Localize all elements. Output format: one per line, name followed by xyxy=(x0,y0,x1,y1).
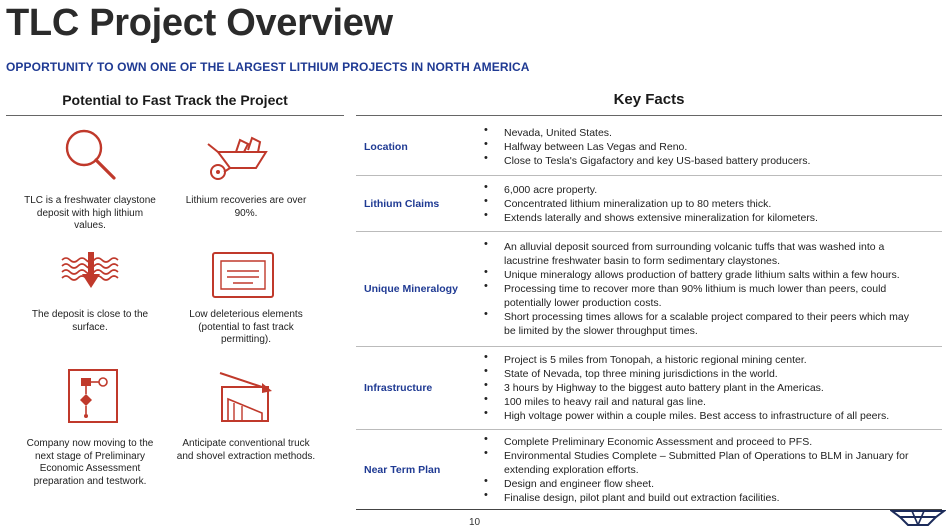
fact-item: • Extends laterally and shows extensive mineralization for kilometers. xyxy=(478,211,942,225)
fact-label: Unique Mineralogy xyxy=(364,283,458,295)
wheelbarrow-icon xyxy=(204,130,274,182)
fact-item: • 3 hours by Highway to the biggest auto battery plant in the Americas. xyxy=(478,381,942,395)
feature-text-recoveries: Lithium recoveries are over 90%. xyxy=(185,195,307,219)
page-subtitle: OPPORTUNITY TO OWN ONE OF THE LARGEST LITHIUM PROJECTS IN NORTH AMERICA xyxy=(6,60,530,74)
fact-item: • State of Nevada, top three mining jurisdictions in the world. xyxy=(478,367,942,381)
left-panel-title: Potential to Fast Track the Project xyxy=(6,90,344,116)
fact-label: Near Term Plan xyxy=(364,463,441,476)
company-logo-icon xyxy=(890,505,946,527)
fact-item: • Short processing times allows for a scalable project compared to their peers which may be limited by the slower throughput times. xyxy=(478,310,942,338)
key-facts-title: Key Facts xyxy=(356,90,942,116)
conveyor-icon xyxy=(218,369,274,423)
fact-item: • Halfway between Las Vegas and Reno. xyxy=(478,140,942,154)
feature-text-deleterious: Low deleterious elements (potential to fast track permitting). xyxy=(189,309,303,345)
fact-item: • Finalise design, pilot plant and build out extraction facilities. xyxy=(478,491,942,505)
fact-row-infrastructure xyxy=(356,347,942,430)
fact-row-near-term-plan xyxy=(356,430,942,510)
page-number: 10 xyxy=(469,517,481,528)
fact-list xyxy=(478,183,942,225)
fact-list xyxy=(478,126,942,168)
fact-item: • Complete Preliminary Economic Assessment and proceed to PFS. xyxy=(478,435,942,449)
fact-item: • 6,000 acre property. xyxy=(478,183,942,197)
fact-list xyxy=(478,240,942,338)
feature-text-surface: The deposit is close to the surface. xyxy=(31,309,149,333)
certificate-icon xyxy=(211,251,275,299)
surface-arrow-icon xyxy=(60,252,122,292)
fact-row-location xyxy=(356,118,942,176)
fact-list xyxy=(478,435,942,505)
magnifier-icon xyxy=(62,126,120,184)
fact-row-unique-mineralogy xyxy=(356,232,942,347)
feature-text-extraction: Anticipate conventional truck and shovel extraction methods. xyxy=(176,438,316,462)
fact-item: • Concentrated lithium mineralization up to 80 meters thick. xyxy=(478,197,942,211)
fact-item: • Unique mineralogy allows production of battery grade lithium salts within a few hours. xyxy=(478,268,942,282)
fact-row-lithium-claims xyxy=(356,176,942,232)
fact-label: Lithium Claims xyxy=(364,197,440,210)
fact-item: • Environmental Studies Complete – Submitted Plan of Operations to BLM in January for extending exploration efforts. xyxy=(478,449,942,477)
fact-item: • Nevada, United States. xyxy=(478,126,942,140)
feature-text-pea: Company now moving to the next stage of Preliminary Economic Assessment preparation and testwork. xyxy=(26,438,154,487)
fact-item: • Close to Tesla's Gigafactory and key US-based battery producers. xyxy=(478,154,942,168)
fact-item: • An alluvial deposit sourced from surrounding volcanic tuffs that was washed into a lacustrine freshwater basin to form sedimentary claystones. xyxy=(478,240,942,268)
fact-item: • 100 miles to heavy rail and natural gas line. xyxy=(478,395,942,409)
fact-label: Location xyxy=(364,140,408,153)
fact-label: Infrastructure xyxy=(364,382,433,394)
feature-text-claystone: TLC is a freshwater claystone deposit with high lithium values. xyxy=(24,195,156,231)
fact-item: • High voltage power within a couple miles. Best access to infrastructure of all peers. xyxy=(478,409,942,423)
page-title: TLC Project Overview xyxy=(6,2,393,44)
fact-item: • Project is 5 miles from Tonopah, a historic regional mining center. xyxy=(478,353,942,367)
fact-item: • Design and engineer flow sheet. xyxy=(478,477,942,491)
flowchart-icon xyxy=(67,368,119,424)
fact-list xyxy=(478,353,942,423)
fact-item: • Processing time to recover more than 90% lithium is much lower than peers, could potentially lower production costs. xyxy=(478,282,942,310)
